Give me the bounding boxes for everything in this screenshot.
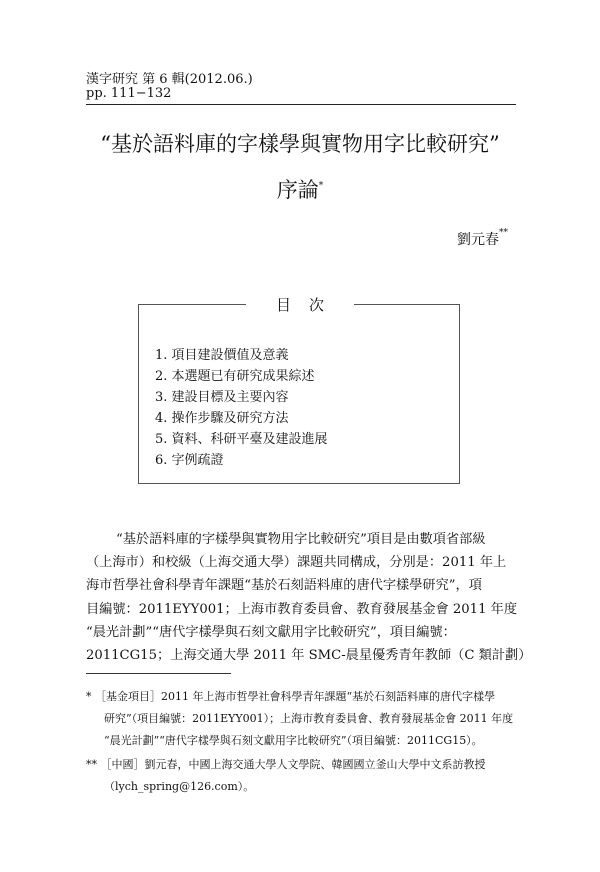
body-line: （上海市）和校級（上海交通大學）課題共同構成，分別是：2011 年上 — [86, 555, 507, 570]
body-line: 目編號：2011EYY001；上海市教育委員會、教育發展基金會 2011 年度 — [86, 602, 518, 617]
subtitle-text: 序論 — [276, 178, 319, 202]
body-line: “晨光計劃”“唐代字樣學與石刻文獻用字比較研究”，項目編號： — [86, 625, 456, 640]
toc-item: 5. 資料、科研平臺及建設進展 — [155, 432, 328, 447]
table-of-contents — [138, 296, 460, 484]
toc-list — [155, 345, 328, 471]
toc-item: 2. 本選題已有研究成果綜述 — [155, 369, 315, 384]
toc-title-wrap — [139, 294, 461, 315]
footnote-rule — [86, 673, 231, 674]
footnote-1-line: “晨光計劃”“唐代字樣學與石刻文獻用字比較研究”（項目編號：2011CG15）。 — [104, 734, 483, 747]
paper-subtitle — [0, 174, 600, 204]
body-line: 海市哲學社會科學青年課題“基於石刻語料庫的唐代字樣學研究”，項 — [86, 578, 482, 593]
footnote-1-line: * ［基金項目］2011 年上海市哲學社會科學青年課題“基於石刻語料庫的唐代字樣學 — [86, 690, 496, 703]
page-range: pp. 111−132 — [86, 86, 172, 101]
toc-item: 3. 建設目標及主要內容 — [155, 390, 289, 405]
paper-title: “基於語料庫的字樣學與實物用字比較研究” — [100, 132, 500, 156]
author — [457, 228, 508, 249]
author-footnote-mark: ** — [499, 228, 508, 238]
toc-item: 1. 項目建設價值及意義 — [155, 348, 289, 363]
footnote-2-line: （lych_spring@126.com）。 — [104, 780, 255, 793]
author-name: 劉元春 — [457, 232, 499, 248]
toc-item: 6. 字例疏證 — [155, 453, 224, 468]
header-rule — [86, 104, 516, 105]
body-line: 2011CG15；上海交通大學 2011 年 SMC-晨星優秀青年教師（C 類計劃） — [86, 648, 532, 663]
body-line: “基於語料庫的字樣學與實物用字比較研究”項目是由數項省部級 — [116, 532, 486, 547]
subtitle-footnote-mark: * — [318, 181, 324, 191]
toc-title: 目次 — [246, 296, 354, 314]
footnote-2-line: ** ［中國］劉元春，中國上海交通大學人文學院、韓國國立釜山大學中文系訪教授 — [86, 758, 486, 771]
journal-header: 漢字研究 第 6 輯(2012.06.) — [86, 72, 253, 87]
toc-item: 4. 操作步驟及研究方法 — [155, 411, 289, 426]
footnote-1-line: 研究”（項目編號：2011EYY001）；上海市教育委員會、教育發展基金會 2011 年度 — [104, 712, 514, 725]
